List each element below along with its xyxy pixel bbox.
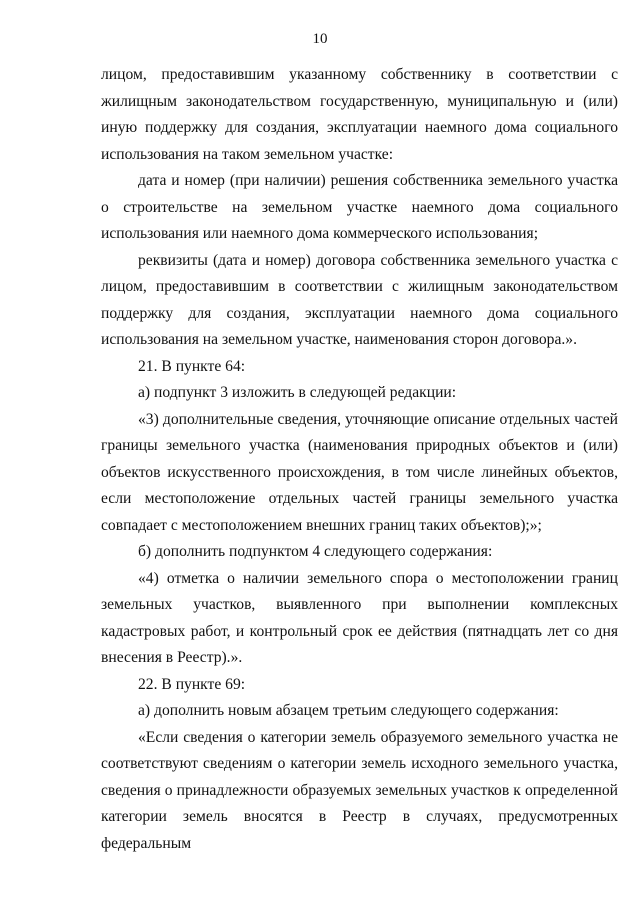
- paragraph-5: а) подпункт 3 изложить в следующей редакции:: [138, 384, 457, 401]
- document-body: [101, 62, 618, 857]
- paragraph-3: реквизиты (дата и номер) договора собственника земельного участка с лицом, предоставившим в соответствии с жилищным законодательством поддержку для создания, эксплуатации наемного дома социального использования на земельном участке, наименования сторон договора.».: [101, 251, 618, 348]
- paragraph-2: дата и номер (при наличии) решения собственника земельного участка о строительстве на земельном участке наемного дома социального использования или наемного дома коммерческого использования;: [101, 172, 618, 242]
- paragraph-9: 22. В пункте 69:: [138, 675, 246, 693]
- paragraph-4: 21. В пункте 64:: [138, 357, 246, 375]
- page-number: 10: [312, 31, 328, 47]
- paragraph-6: «3) дополнительные сведения, уточняющие описание отдельных частей границы земельного участка (наименования природных объектов и (или) объектов искусственного происхождения, в том числе линейных объектов, если местоположение отдельных частей границы земельного участка совпадает с местоположением внешних границ таких объектов);»;: [101, 410, 618, 534]
- paragraph-10: а) дополнить новым абзацем третьим следующего содержания:: [138, 702, 559, 719]
- paragraph-7: б) дополнить подпунктом 4 следующего содержания:: [138, 543, 493, 560]
- paragraph-8: «4) отметка о наличии земельного спора о местоположении границ земельных участков, выявленного при выполнении комплексных кадастровых работ, и контрольный срок ее действия (пятнадцать лет со дня внесения в Реестр).».: [101, 569, 618, 666]
- paragraph-1: лицом, предоставившим указанному собственнику в соответствии с жилищным законодательством государственную, муниципальную и (или) иную поддержку для создания, эксплуатации наемного дома социального использования на таком земельном участке:: [101, 66, 618, 163]
- paragraph-11: «Если сведения о категории земель образуемого земельного участка не соответствуют сведениям о категории земель исходного земельного участка, сведения о принадлежности образуемых земельных участков к определенной категории земель вносятся в Реестр в случаях, предусмотренных федеральным: [101, 728, 618, 852]
